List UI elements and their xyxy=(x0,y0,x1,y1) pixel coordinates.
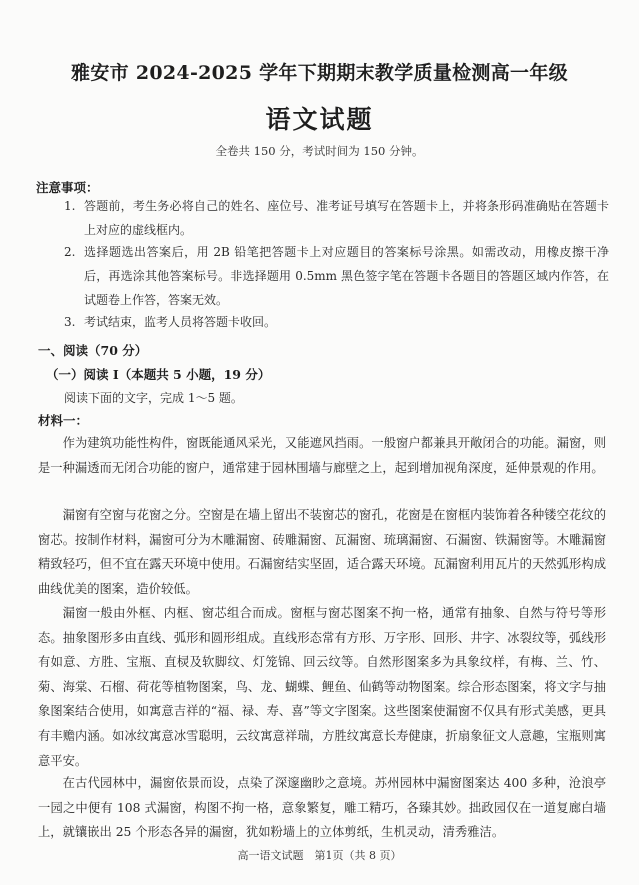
subject-title: 语文试题 xyxy=(265,105,374,134)
body-paragraph: 在古代园林中，漏窗依景而设，点染了深邃幽眇之意境。苏州园林中漏窗图案达 400 多种，沧浪亭一园之中便有 108 式漏窗，构图不拘一格，意象繁复，雕工精巧，各臻其妙。拙政园仅在一道复廊白墙上，就镶嵌出 25 个形态各异的漏窗，犹如粉墙上的立体剪纸，生机灵动，清秀雅洁。 xyxy=(38,776,606,840)
notice-item xyxy=(64,310,609,334)
notice-item-number: 1. xyxy=(64,199,76,213)
subsection-heading: （一）阅读 Ⅰ（本题共 5 小题，19 分） xyxy=(46,367,271,382)
exam-title: 雅安市 2024-2025 学年下期期末教学质量检测高一年级 xyxy=(71,62,568,84)
reading-instruction: 阅读下面的文字，完成 1～5 题。 xyxy=(64,391,243,405)
notice-item-number: 2. xyxy=(64,245,76,259)
body-paragraph: 作为建筑功能性构件，窗既能通风采光，又能遮风挡雨。一般窗户都兼具开敞闭合的功能。漏窗，则是一种漏透而无闭合功能的窗户，通常建于园林围墙与廊壁之上，起到增加视角深度，延伸景观的作用。 xyxy=(38,436,606,475)
notice-item xyxy=(64,240,609,312)
notice-item-text: 答题前，考生务必将自己的姓名、座位号、准考证号填写在答题卡上，并将条形码准确贴在答题卡上对应的虚线框内。 xyxy=(84,199,609,237)
page-footer: 高一语文试题 第1页（共 8 页） xyxy=(237,849,402,862)
material-heading: 材料一： xyxy=(38,413,89,428)
section-heading: 一、阅读（70 分） xyxy=(38,343,148,358)
body-paragraph: 漏窗有空窗与花窗之分。空窗是在墙上留出不装窗芯的窗孔，花窗是在窗框内装饰着各种镂空花纹的窗芯。按制作材料，漏窗可分为木雕漏窗、砖雕漏窗、瓦漏窗、琉璃漏窗、石漏窗、铁漏窗等。木雕漏窗精致轻巧，但不宜在露天环境中使用。石漏窗结实坚固，适合露天环境。瓦漏窗利用瓦片的天然弧形构成曲线优美的图案，造价较低。 xyxy=(38,508,606,596)
notice-item-text: 选择题选出答案后，用 2B 铅笔把答题卡上对应题目的答案标号涂黑。如需改动，用橡皮擦干净后，再选涂其他答案标号。非选择题用 0.5mm 黑色签字笔在答题卡各题目的答题区域内作答，在试题卷上作答，答案无效。 xyxy=(84,245,609,307)
notice-item xyxy=(64,194,609,242)
notice-item-number: 3. xyxy=(64,315,76,329)
notice-item-text: 考试结束，监考人员将答题卡收回。 xyxy=(84,315,277,329)
notice-heading: 注意事项： xyxy=(36,180,99,195)
exam-info: 全卷共 150 分，考试时间为 150 分钟。 xyxy=(215,144,424,158)
body-paragraph: 漏窗一般由外框、内框、窗芯组合而成。窗框与窗芯图案不拘一格，通常有抽象、自然与符号等形态。抽象图形多由直线、弧形和圆形组成。直线形态常有方形、万字形、回形、井字、冰裂纹等，弧线形有如意、方胜、宝瓶、直棂及软脚纹、灯笼锦、回云纹等。自然形图案多为具象纹样，有梅、兰、竹、菊、海棠、石榴、荷花等植物图案，鸟、龙、蝴蝶、鲤鱼、仙鹤等动物图案。综合形态图案，将文字与抽象图案结合使用，如寓意吉祥的“福、禄、寿、喜”等文字图案。这些图案使漏窗不仅具有形式美感，更具有丰赡内涵。如冰纹寓意冰雪聪明，云纹寓意祥瑞，方胜纹寓意长寿健康，折扇象征文人意趣，宝瓶则寓意平安。 xyxy=(38,606,606,768)
